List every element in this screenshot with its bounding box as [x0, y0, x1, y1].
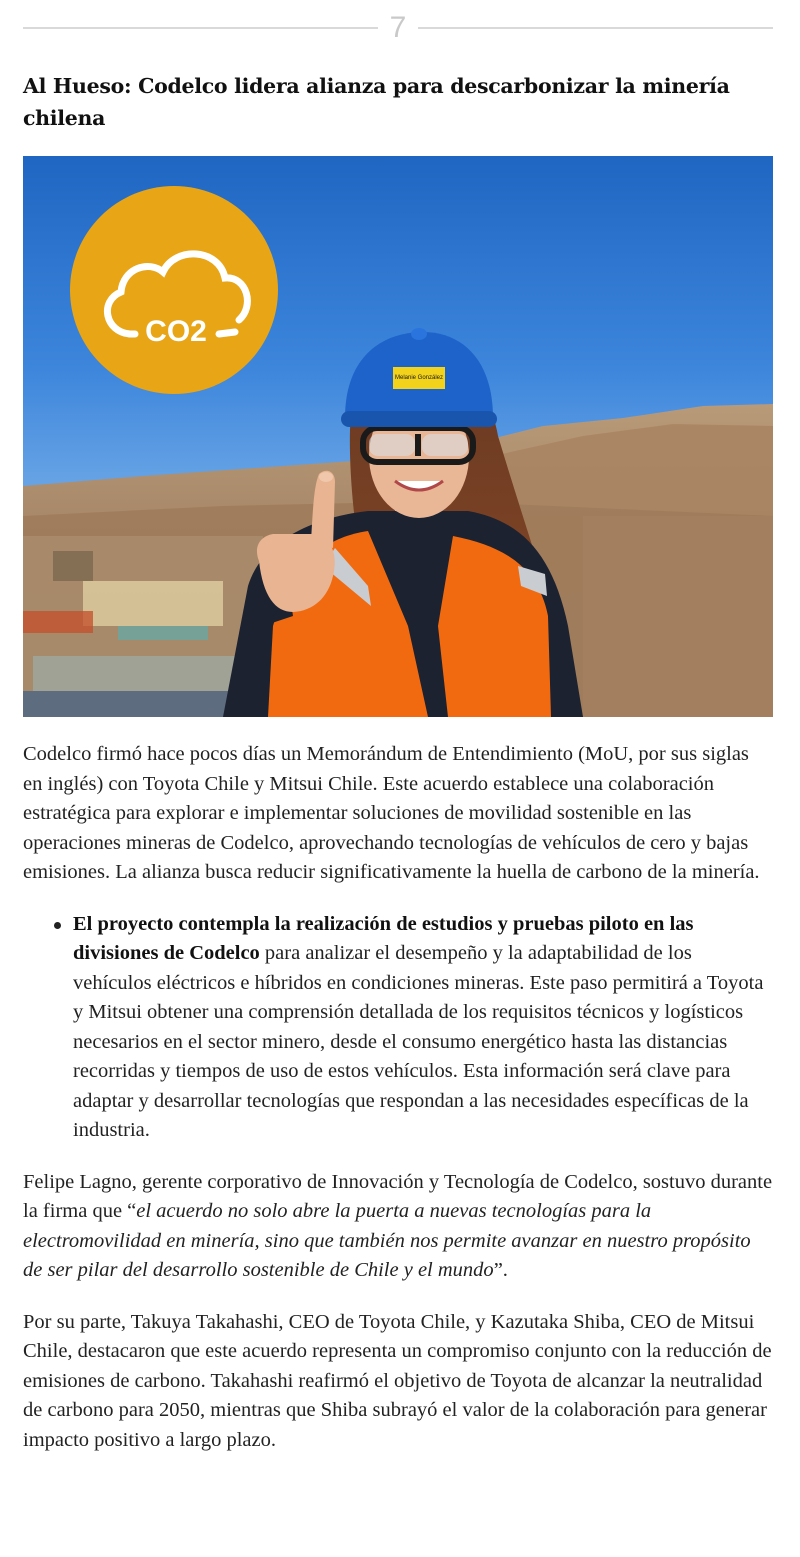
paragraph-2-quote: el acuerdo no solo abre la puerta a nuevas tecnologías para la electromovilidad en minería, sino que también nos permite avanzar en nuestro propósito de ser pilar del desarrollo sostenible de Chile y el mundo — [23, 1200, 751, 1281]
paragraph-1: Codelco firmó hace pocos días un Memorándum de Entendimiento (MoU, por sus siglas en inglés) con Toyota Chile y Mitsui Chile. Este acuerdo establece una colaboración estratégica para explorar e implementar soluciones de movilidad sostenible en las operaciones mineras de Codelco, aprovechando tecnologías de vehículos de cero y bajas emisiones. La alianza busca reducir significativamente la huella de carbono de la minería. — [23, 743, 760, 883]
list-item — [73, 910, 773, 1146]
section-number: 7 — [389, 11, 407, 44]
bullet-dot — [54, 922, 61, 929]
co2-cloud-icon — [70, 186, 278, 394]
article-page — [23, 0, 773, 1455]
paragraph-2-outro: ”. — [493, 1259, 508, 1281]
section-divider — [23, 0, 773, 56]
divider-rule-right — [418, 27, 773, 29]
article-title: Al Hueso: Codelco lidera alianza para descarbonizar la minería chilena — [23, 74, 730, 130]
bullet-text: para analizar el desempeño y la adaptabilidad de los vehículos eléctricos e híbridos en condiciones mineras. Este paso permitirá a Toyota y Mitsui obtener una comprensión detallada de los requisitos técnicos y logísticos necesarios en el sector minero, desde el consumo energético hasta las distancias recorridas y tiempos de uso de estos vehículos. Esta información será clave para adaptar y desarrollar tecnologías que respondan a las necesidades específicas de la industria. — [73, 942, 764, 1141]
article-image — [23, 156, 773, 717]
paragraph-2 — [23, 1168, 773, 1286]
bullet-list — [23, 910, 773, 1146]
paragraph-3: Por su parte, Takuya Takahashi, CEO de Toyota Chile, y Kazutaka Shiba, CEO de Mitsui Chile, destacaron que este acuerdo representa un compromiso conjunto con la reducción de emisiones de carbono. Takahashi reafirmó el objetivo de Toyota de alcanzar la neutralidad de carbono para 2050, mientras que Shiba subrayó el valor de la colaboración para generar impacto positivo a largo plazo. — [23, 1310, 772, 1451]
helmet-label: Melanie González — [394, 375, 444, 381]
bullet-bold-text: El proyecto contempla la realización de estudios y pruebas piloto en las divisiones de Codelco — [73, 912, 694, 964]
paragraph-2-intro: Felipe Lagno, gerente corporativo de Innovación y Tecnología de Codelco, sostuvo durante la firma que “ — [23, 1170, 773, 1222]
co2-badge-label: CO2 — [145, 315, 207, 348]
